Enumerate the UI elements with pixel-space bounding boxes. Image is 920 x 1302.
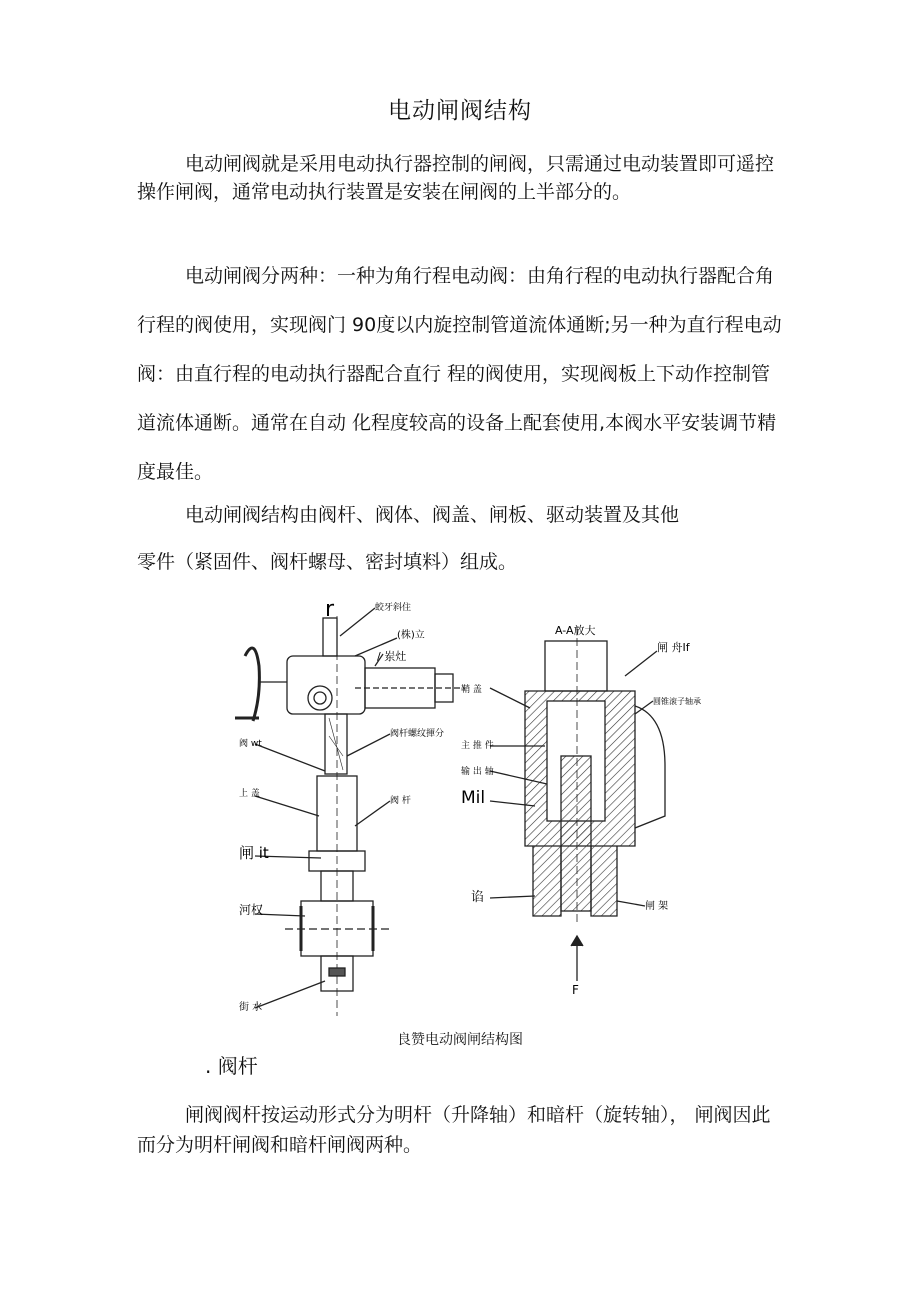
label-section: A-A放大 <box>555 624 596 637</box>
types-text: 电动闸阀分两种：一种为角行程电动阀：由角行程的电动执行器配合角行程的阀使用，实现阀门 90度以内旋控制管道流体通断;另一种为直行程电动阀：由直行程的电动执行器配合直行 程的阀使用，实现阀板上下动作控制管道流体通断。通常在自动 化程度较高的设备上配套使用,本阀水平安装调节精度最佳。 <box>137 265 782 483</box>
valve-structure-figure <box>225 596 705 1026</box>
page-title: 电动闸阀结构 <box>388 98 532 124</box>
label-l6: 上 盖 <box>239 789 260 799</box>
structure-text-continued: 零件（紧固件、阀杆螺母、密封填料）组成。 <box>137 551 518 573</box>
valve-diagram <box>225 596 705 1026</box>
label-l3: / 岽灶 <box>377 650 407 663</box>
figure-caption: 良赞电动阀闸结构图 <box>397 1032 523 1048</box>
label-l2: (株)立 <box>397 630 425 641</box>
label-r6: Mil <box>461 788 486 808</box>
intro-paragraph <box>137 150 787 206</box>
section-heading: . 阀杆 <box>205 1054 258 1078</box>
label-l8: 闸 it <box>239 844 269 862</box>
label-r8: 闸 架 <box>645 901 669 912</box>
label-l5: 阀杆螺纹揮分 <box>390 729 445 739</box>
label-r2: 鞘 盖 <box>461 685 482 695</box>
label-r5: 输 出 轴 <box>461 767 494 777</box>
structure-paragraph <box>137 492 787 586</box>
label-l7: 阀 杆 <box>390 796 411 806</box>
label-l9: 河权 <box>239 903 264 917</box>
label-r: r <box>325 597 335 622</box>
stem-text: 闸阀阀杆按运动形式分为明杆（升降轴）和暗杆（旋转轴）， 闸阀因此而分为明杆闸阀和暗杆闸阀两种。 <box>137 1104 771 1156</box>
label-l10: 街 水 <box>239 1002 263 1013</box>
label-l1: 蛟牙斜住 <box>375 603 412 613</box>
label-r1: 闸 舟If <box>657 641 690 654</box>
label-r3: 圆锥滚子轴承 <box>653 697 701 706</box>
label-force: F <box>572 983 579 997</box>
types-paragraph <box>137 252 787 497</box>
stem-paragraph <box>137 1100 787 1160</box>
structure-text: 电动闸阀结构由阀杆、阀体、阀盖、闸板、驱动装置及其他 <box>185 504 680 526</box>
label-r7: 谄 <box>471 890 485 905</box>
intro-text: 电动闸阀就是采用电动执行器控制的闸阀，只需通过电动装置即可遥控操作闸阀，通常电动执行装置是安装在闸阀的上半部分的。 <box>137 153 775 203</box>
label-l4: 阀 wt <box>239 739 262 749</box>
label-r4: 主 推 件 <box>461 741 494 751</box>
